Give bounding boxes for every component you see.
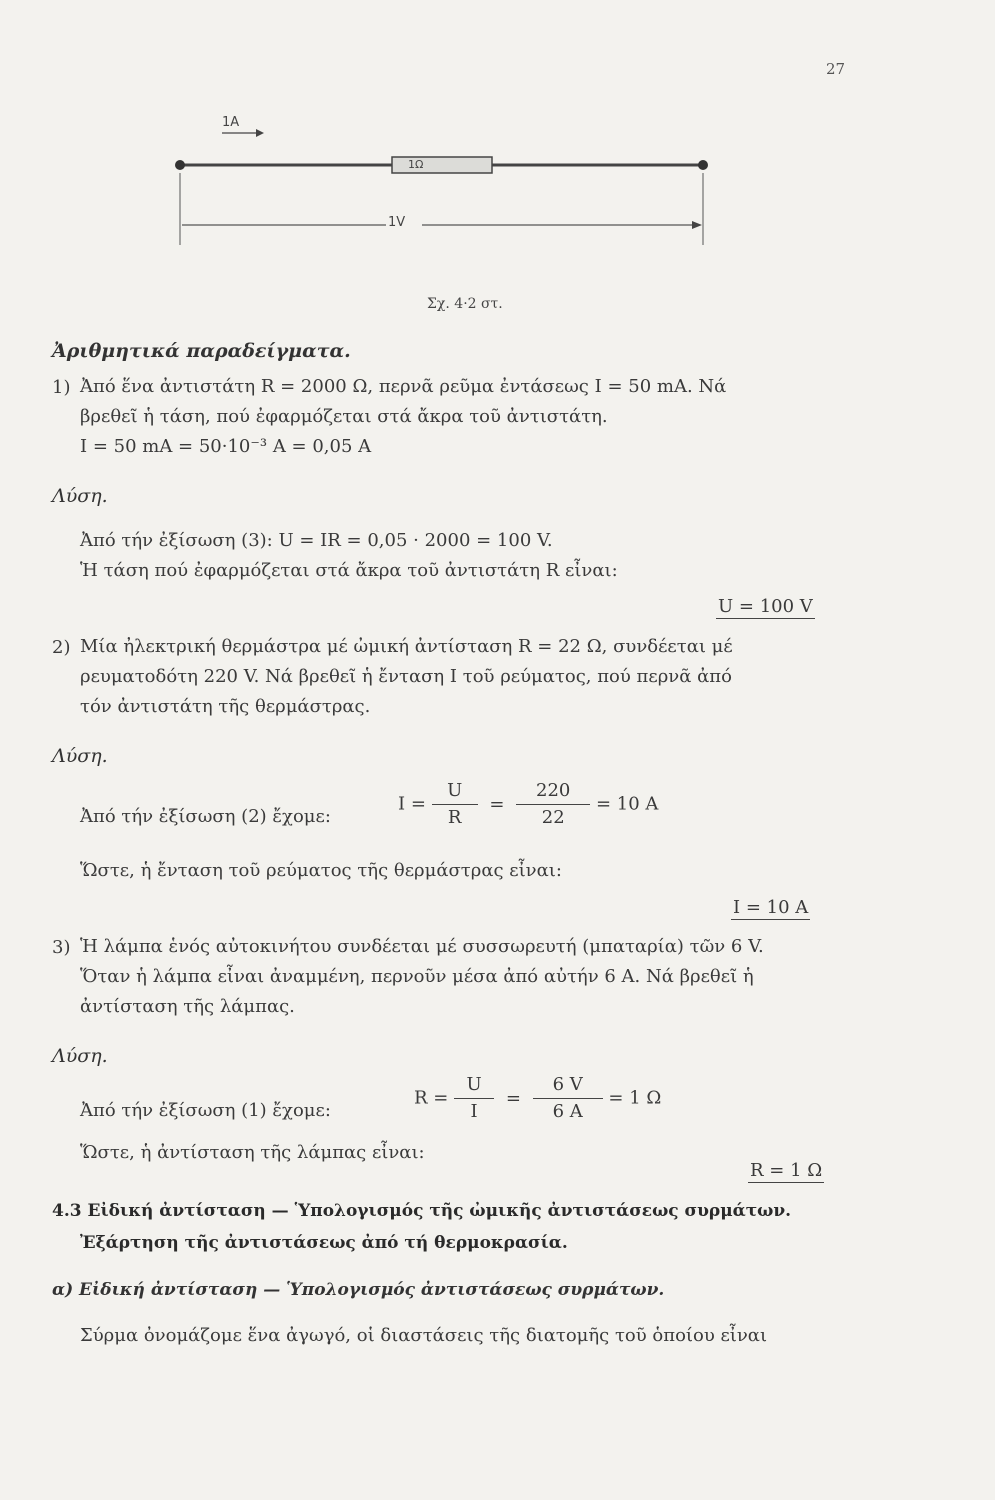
example-3-solution-label: Λύση. — [52, 1045, 108, 1067]
example-3-number: 3) — [52, 937, 71, 958]
example-2-eq-mid: = — [489, 793, 505, 815]
example-2-f2-num: 220 — [536, 780, 571, 801]
example-3-line-3: ἀντίσταση τῆς λάμπας. — [80, 996, 295, 1017]
terminal-right — [698, 160, 708, 170]
example-3-f1-num: U — [466, 1074, 482, 1095]
example-1-result — [716, 594, 815, 620]
example-1-solution-line-2: Ἡ τάση πού ἐφαρμόζεται στά ἄκρα τοῦ ἀντιστάτη R εἶναι: — [80, 560, 618, 581]
example-3-fraction-2 — [533, 1074, 603, 1123]
example-3-result-text: R = 1 Ω — [750, 1160, 823, 1181]
example-3-fraction-1 — [454, 1074, 494, 1123]
example-1-number: 1) — [52, 377, 71, 398]
example-2-line-1: Μία ἠλεκτρική θερμάστρα μέ ὠμική ἀντίσταση R = 22 Ω, συνδέεται μέ — [80, 636, 733, 657]
example-3-eq-lhs: R = — [414, 1087, 449, 1109]
example-1-line-1: Ἀπό ἕνα ἀντιστάτη R = 2000 Ω, περνᾶ ρεῦμα ἐντάσεως I = 50 mA. Νά — [80, 376, 727, 397]
example-1-solution-label: Λύση. — [52, 485, 108, 507]
example-3-f1-den: I — [470, 1101, 478, 1122]
example-2-eq-lhs: I = — [398, 793, 426, 815]
example-3-line-1: Ἡ λάμπα ἑνός αὐτοκινήτου συνδέεται μέ συσσωρευτή (μπαταρία) τῶν 6 V. — [80, 936, 764, 957]
example-2-equation — [398, 780, 658, 829]
example-3-eq-mid: = — [505, 1087, 521, 1109]
example-1-line-2: βρεθεῖ ἡ τάση, πού ἐφαρμόζεται στά ἄκρα τοῦ ἀντιστάτη. — [80, 406, 608, 427]
example-2-result-text: I = 10 A — [733, 897, 809, 918]
terminal-left — [175, 160, 185, 170]
page-number: 27 — [826, 60, 846, 78]
voltage-label: 1V — [388, 215, 406, 230]
examples-heading: Ἀριθμητικά παραδείγματα. — [52, 340, 351, 362]
resistor-label: 1Ω — [408, 158, 424, 171]
example-3-equation — [414, 1074, 661, 1123]
example-1-result-text: U = 100 V — [718, 596, 813, 617]
example-2-result — [731, 895, 810, 921]
example-3-result — [748, 1158, 824, 1184]
example-2-eq-rhs: = 10 A — [595, 793, 659, 815]
body-paragraph: Σύρμα ὀνομάζομε ἕνα ἀγωγό, οἱ διαστάσεις τῆς διατομῆς τοῦ ὁποίου εἶναι — [80, 1325, 768, 1346]
example-3-f2-num: 6 V — [552, 1074, 583, 1095]
subsection-heading: α) Εἰδική ἀντίσταση — Ὑπολογισμός ἀντιστάσεως συρμάτων. — [52, 1280, 665, 1300]
example-1-line-3: I = 50 mA = 50·10⁻³ A = 0,05 A — [80, 436, 372, 457]
example-2-solution-line-2: Ὥστε, ἡ ἔνταση τοῦ ρεύματος τῆς θερμάστρας εἶναι: — [80, 860, 562, 881]
section-heading-line-2: Ἐξάρτηση τῆς ἀντιστάσεως ἀπό τή θερμοκρασία. — [80, 1233, 568, 1253]
resistor-body — [392, 157, 492, 173]
example-3-eq-rhs: = 1 Ω — [608, 1087, 662, 1109]
example-3-solution-prefix: Ἀπό τήν ἐξίσωση (1) ἔχομε: — [80, 1100, 331, 1121]
example-2-solution-label: Λύση. — [52, 745, 108, 767]
example-2-f1-num: U — [447, 780, 463, 801]
example-2-line-3: τόν ἀντιστάτη τῆς θερμάστρας. — [80, 696, 371, 717]
example-1-solution-line-1: Ἀπό τήν ἐξίσωση (3): U = IR = 0,05 · 2000 = 100 V. — [80, 530, 553, 551]
example-2-solution-prefix: Ἀπό τήν ἐξίσωση (2) ἔχομε: — [80, 806, 331, 827]
example-2-fraction-2 — [516, 780, 590, 829]
example-2-line-2: ρευματοδότη 220 V. Νά βρεθεῖ ἡ ἔνταση I τοῦ ρεύματος, πού περνᾶ ἀπό — [80, 666, 732, 687]
circuit-diagram — [160, 105, 740, 265]
example-3-solution-line-2: Ὥστε, ἡ ἀντίσταση τῆς λάμπας εἶναι: — [80, 1142, 425, 1163]
section-heading-line-1: 4.3 Εἰδική ἀντίσταση — Ὑπολογισμός τῆς ὠμικῆς ἀντιστάσεως συρμάτων. — [52, 1201, 792, 1221]
figure-caption: Σχ. 4·2 στ. — [427, 296, 503, 312]
example-2-f2-den: 22 — [541, 807, 565, 828]
example-2-number: 2) — [52, 637, 71, 658]
example-3-f2-den: 6 A — [552, 1101, 583, 1122]
example-3-line-2: Ὅταν ἡ λάμπα εἶναι ἀναμμένη, περνοῦν μέσα ἀπό αὐτήν 6 A. Νά βρεθεῖ ἡ — [80, 966, 754, 987]
example-2-f1-den: R — [447, 807, 462, 828]
current-label: 1A — [222, 115, 240, 130]
example-2-fraction-1 — [432, 780, 478, 829]
